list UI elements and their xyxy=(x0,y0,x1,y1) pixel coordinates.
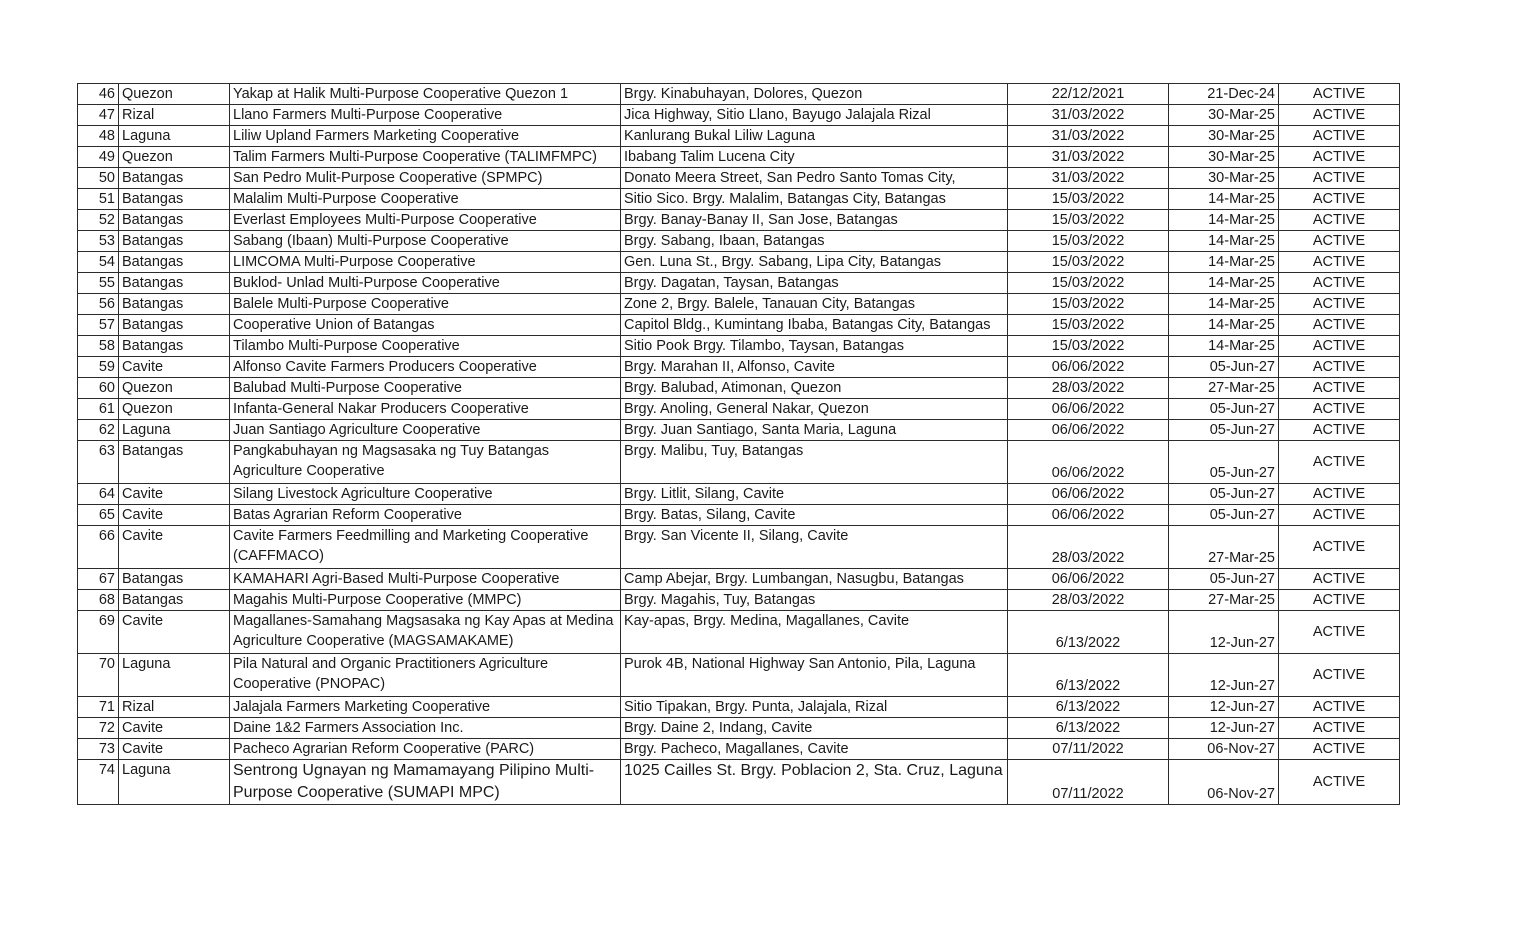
date-issued-cell: 6/13/2022 xyxy=(1008,654,1169,697)
address-cell: 1025 Cailles St. Brgy. Poblacion 2, Sta. Cruz, Laguna xyxy=(621,760,1008,805)
date-issued-cell: 06/06/2022 xyxy=(1008,505,1169,526)
date-issued-cell: 07/11/2022 xyxy=(1008,739,1169,760)
cooperative-name-cell: Balele Multi-Purpose Cooperative xyxy=(230,294,621,315)
table-row xyxy=(78,189,1400,210)
province-cell: Laguna xyxy=(119,654,230,697)
row-number-cell: 53 xyxy=(78,231,119,252)
province-cell: Cavite xyxy=(119,739,230,760)
province-cell: Batangas xyxy=(119,210,230,231)
cooperative-registry-table xyxy=(77,83,1400,805)
province-cell: Batangas xyxy=(119,189,230,210)
table-row xyxy=(78,654,1400,697)
date-issued-cell: 28/03/2022 xyxy=(1008,526,1169,569)
status-cell: ACTIVE xyxy=(1279,399,1400,420)
table-row xyxy=(78,336,1400,357)
address-cell: Brgy. Sabang, Ibaan, Batangas xyxy=(621,231,1008,252)
address-cell: Kay-apas, Brgy. Medina, Magallanes, Cavite xyxy=(621,611,1008,654)
row-number-cell: 55 xyxy=(78,273,119,294)
cooperative-name-cell: Malalim Multi-Purpose Cooperative xyxy=(230,189,621,210)
row-number-cell: 52 xyxy=(78,210,119,231)
address-cell: Capitol Bldg., Kumintang Ibaba, Batangas City, Batangas xyxy=(621,315,1008,336)
date-issued-cell: 31/03/2022 xyxy=(1008,105,1169,126)
date-issued-cell: 06/06/2022 xyxy=(1008,420,1169,441)
date-issued-cell: 28/03/2022 xyxy=(1008,590,1169,611)
valid-until-cell: 12-Jun-27 xyxy=(1169,697,1279,718)
cooperative-name-cell: Magahis Multi-Purpose Cooperative (MMPC) xyxy=(230,590,621,611)
table-row xyxy=(78,441,1400,484)
valid-until-cell: 14-Mar-25 xyxy=(1169,231,1279,252)
date-issued-cell: 15/03/2022 xyxy=(1008,189,1169,210)
valid-until-cell: 12-Jun-27 xyxy=(1169,718,1279,739)
row-number-cell: 46 xyxy=(78,84,119,105)
table-row xyxy=(78,611,1400,654)
province-cell: Batangas xyxy=(119,590,230,611)
address-cell: Zone 2, Brgy. Balele, Tanauan City, Batangas xyxy=(621,294,1008,315)
status-cell: ACTIVE xyxy=(1279,315,1400,336)
valid-until-cell: 06-Nov-27 xyxy=(1169,760,1279,805)
status-cell: ACTIVE xyxy=(1279,252,1400,273)
valid-until-cell: 30-Mar-25 xyxy=(1169,168,1279,189)
province-cell: Rizal xyxy=(119,105,230,126)
table-row xyxy=(78,378,1400,399)
row-number-cell: 66 xyxy=(78,526,119,569)
row-number-cell: 59 xyxy=(78,357,119,378)
cooperative-name-cell: Everlast Employees Multi-Purpose Cooperative xyxy=(230,210,621,231)
cooperative-name-cell: Balubad Multi-Purpose Cooperative xyxy=(230,378,621,399)
date-issued-cell: 6/13/2022 xyxy=(1008,718,1169,739)
address-cell: Brgy. Daine 2, Indang, Cavite xyxy=(621,718,1008,739)
status-cell: ACTIVE xyxy=(1279,654,1400,697)
valid-until-cell: 05-Jun-27 xyxy=(1169,399,1279,420)
cooperative-name-cell: KAMAHARI Agri-Based Multi-Purpose Cooperative xyxy=(230,569,621,590)
cooperative-name-cell: Batas Agrarian Reform Cooperative xyxy=(230,505,621,526)
status-cell: ACTIVE xyxy=(1279,697,1400,718)
row-number-cell: 51 xyxy=(78,189,119,210)
address-cell: Brgy. Marahan II, Alfonso, Cavite xyxy=(621,357,1008,378)
cooperative-name-cell: Cooperative Union of Batangas xyxy=(230,315,621,336)
status-cell: ACTIVE xyxy=(1279,147,1400,168)
date-issued-cell: 15/03/2022 xyxy=(1008,294,1169,315)
row-number-cell: 50 xyxy=(78,168,119,189)
table-row xyxy=(78,399,1400,420)
date-issued-cell: 15/03/2022 xyxy=(1008,210,1169,231)
row-number-cell: 60 xyxy=(78,378,119,399)
address-cell: Brgy. Magahis, Tuy, Batangas xyxy=(621,590,1008,611)
row-number-cell: 71 xyxy=(78,697,119,718)
status-cell: ACTIVE xyxy=(1279,569,1400,590)
address-cell: Brgy. Batas, Silang, Cavite xyxy=(621,505,1008,526)
table-row xyxy=(78,590,1400,611)
date-issued-cell: 31/03/2022 xyxy=(1008,168,1169,189)
table-row xyxy=(78,526,1400,569)
row-number-cell: 70 xyxy=(78,654,119,697)
table-row xyxy=(78,231,1400,252)
valid-until-cell: 14-Mar-25 xyxy=(1169,294,1279,315)
province-cell: Batangas xyxy=(119,441,230,484)
row-number-cell: 56 xyxy=(78,294,119,315)
cooperative-name-cell: Cavite Farmers Feedmilling and Marketing Cooperative (CAFFMACO) xyxy=(230,526,621,569)
row-number-cell: 67 xyxy=(78,569,119,590)
province-cell: Cavite xyxy=(119,611,230,654)
status-cell: ACTIVE xyxy=(1279,336,1400,357)
address-cell: Brgy. Banay-Banay II, San Jose, Batangas xyxy=(621,210,1008,231)
table-row xyxy=(78,697,1400,718)
date-issued-cell: 06/06/2022 xyxy=(1008,357,1169,378)
cooperative-name-cell: Sabang (Ibaan) Multi-Purpose Cooperative xyxy=(230,231,621,252)
row-number-cell: 58 xyxy=(78,336,119,357)
table-row xyxy=(78,760,1400,805)
valid-until-cell: 05-Jun-27 xyxy=(1169,484,1279,505)
status-cell: ACTIVE xyxy=(1279,126,1400,147)
cooperative-name-cell: Jalajala Farmers Marketing Cooperative xyxy=(230,697,621,718)
province-cell: Laguna xyxy=(119,126,230,147)
table-row xyxy=(78,84,1400,105)
row-number-cell: 47 xyxy=(78,105,119,126)
table-row xyxy=(78,420,1400,441)
address-cell: Sitio Pook Brgy. Tilambo, Taysan, Batangas xyxy=(621,336,1008,357)
province-cell: Cavite xyxy=(119,718,230,739)
valid-until-cell: 30-Mar-25 xyxy=(1169,126,1279,147)
address-cell: Brgy. Balubad, Atimonan, Quezon xyxy=(621,378,1008,399)
address-cell: Kanlurang Bukal Liliw Laguna xyxy=(621,126,1008,147)
row-number-cell: 62 xyxy=(78,420,119,441)
valid-until-cell: 06-Nov-27 xyxy=(1169,739,1279,760)
row-number-cell: 49 xyxy=(78,147,119,168)
province-cell: Rizal xyxy=(119,697,230,718)
cooperative-name-cell: Magallanes-Samahang Magsasaka ng Kay Apas at Medina Agriculture Cooperative (MAGSAMAKAME) xyxy=(230,611,621,654)
province-cell: Cavite xyxy=(119,505,230,526)
cooperative-name-cell: Daine 1&2 Farmers Association Inc. xyxy=(230,718,621,739)
valid-until-cell: 14-Mar-25 xyxy=(1169,210,1279,231)
address-cell: Jica Highway, Sitio Llano, Bayugo Jalajala Rizal xyxy=(621,105,1008,126)
row-number-cell: 65 xyxy=(78,505,119,526)
cooperative-name-cell: Pangkabuhayan ng Magsasaka ng Tuy Batangas Agriculture Cooperative xyxy=(230,441,621,484)
date-issued-cell: 6/13/2022 xyxy=(1008,611,1169,654)
row-number-cell: 63 xyxy=(78,441,119,484)
address-cell: Donato Meera Street, San Pedro Santo Tomas City, xyxy=(621,168,1008,189)
valid-until-cell: 14-Mar-25 xyxy=(1169,336,1279,357)
cooperative-name-cell: Sentrong Ugnayan ng Mamamayang Pilipino Multi-Purpose Cooperative (SUMAPI MPC) xyxy=(230,760,621,805)
row-number-cell: 54 xyxy=(78,252,119,273)
date-issued-cell: 06/06/2022 xyxy=(1008,484,1169,505)
cooperative-name-cell: Tilambo Multi-Purpose Cooperative xyxy=(230,336,621,357)
valid-until-cell: 05-Jun-27 xyxy=(1169,569,1279,590)
row-number-cell: 72 xyxy=(78,718,119,739)
row-number-cell: 57 xyxy=(78,315,119,336)
province-cell: Quezon xyxy=(119,399,230,420)
province-cell: Batangas xyxy=(119,569,230,590)
cooperative-name-cell: Yakap at Halik Multi-Purpose Cooperative Quezon 1 xyxy=(230,84,621,105)
address-cell: Brgy. Litlit, Silang, Cavite xyxy=(621,484,1008,505)
valid-until-cell: 27-Mar-25 xyxy=(1169,378,1279,399)
status-cell: ACTIVE xyxy=(1279,273,1400,294)
cooperative-name-cell: Talim Farmers Multi-Purpose Cooperative (TALIMFMPC) xyxy=(230,147,621,168)
province-cell: Quezon xyxy=(119,147,230,168)
cooperative-name-cell: Buklod- Unlad Multi-Purpose Cooperative xyxy=(230,273,621,294)
date-issued-cell: 15/03/2022 xyxy=(1008,252,1169,273)
registry-body xyxy=(78,84,1400,805)
status-cell: ACTIVE xyxy=(1279,378,1400,399)
valid-until-cell: 05-Jun-27 xyxy=(1169,420,1279,441)
date-issued-cell: 15/03/2022 xyxy=(1008,315,1169,336)
row-number-cell: 61 xyxy=(78,399,119,420)
date-issued-cell: 15/03/2022 xyxy=(1008,336,1169,357)
status-cell: ACTIVE xyxy=(1279,84,1400,105)
status-cell: ACTIVE xyxy=(1279,611,1400,654)
row-number-cell: 64 xyxy=(78,484,119,505)
address-cell: Brgy. Pacheco, Magallanes, Cavite xyxy=(621,739,1008,760)
status-cell: ACTIVE xyxy=(1279,718,1400,739)
address-cell: Brgy. Malibu, Tuy, Batangas xyxy=(621,441,1008,484)
address-cell: Brgy. Anoling, General Nakar, Quezon xyxy=(621,399,1008,420)
date-issued-cell: 22/12/2021 xyxy=(1008,84,1169,105)
date-issued-cell: 06/06/2022 xyxy=(1008,441,1169,484)
province-cell: Cavite xyxy=(119,357,230,378)
table-row xyxy=(78,569,1400,590)
address-cell: Brgy. Kinabuhayan, Dolores, Quezon xyxy=(621,84,1008,105)
row-number-cell: 74 xyxy=(78,760,119,805)
table-row xyxy=(78,718,1400,739)
valid-until-cell: 30-Mar-25 xyxy=(1169,147,1279,168)
province-cell: Quezon xyxy=(119,378,230,399)
status-cell: ACTIVE xyxy=(1279,441,1400,484)
address-cell: Brgy. San Vicente II, Silang, Cavite xyxy=(621,526,1008,569)
cooperative-name-cell: Infanta-General Nakar Producers Cooperative xyxy=(230,399,621,420)
date-issued-cell: 31/03/2022 xyxy=(1008,126,1169,147)
status-cell: ACTIVE xyxy=(1279,189,1400,210)
status-cell: ACTIVE xyxy=(1279,357,1400,378)
date-issued-cell: 28/03/2022 xyxy=(1008,378,1169,399)
province-cell: Cavite xyxy=(119,526,230,569)
table-row xyxy=(78,273,1400,294)
row-number-cell: 73 xyxy=(78,739,119,760)
table-row xyxy=(78,168,1400,189)
province-cell: Batangas xyxy=(119,273,230,294)
cooperative-name-cell: Llano Farmers Multi-Purpose Cooperative xyxy=(230,105,621,126)
address-cell: Camp Abejar, Brgy. Lumbangan, Nasugbu, Batangas xyxy=(621,569,1008,590)
province-cell: Batangas xyxy=(119,168,230,189)
status-cell: ACTIVE xyxy=(1279,231,1400,252)
province-cell: Batangas xyxy=(119,336,230,357)
table-row xyxy=(78,739,1400,760)
province-cell: Laguna xyxy=(119,760,230,805)
status-cell: ACTIVE xyxy=(1279,105,1400,126)
province-cell: Quezon xyxy=(119,84,230,105)
valid-until-cell: 12-Jun-27 xyxy=(1169,654,1279,697)
cooperative-name-cell: Silang Livestock Agriculture Cooperative xyxy=(230,484,621,505)
valid-until-cell: 27-Mar-25 xyxy=(1169,590,1279,611)
province-cell: Batangas xyxy=(119,294,230,315)
status-cell: ACTIVE xyxy=(1279,739,1400,760)
table-row xyxy=(78,147,1400,168)
cooperative-name-cell: Pacheco Agrarian Reform Cooperative (PARC) xyxy=(230,739,621,760)
date-issued-cell: 31/03/2022 xyxy=(1008,147,1169,168)
cooperative-name-cell: Pila Natural and Organic Practitioners Agriculture Cooperative (PNOPAC) xyxy=(230,654,621,697)
table-row xyxy=(78,294,1400,315)
address-cell: Purok 4B, National Highway San Antonio, Pila, Laguna xyxy=(621,654,1008,697)
valid-until-cell: 14-Mar-25 xyxy=(1169,273,1279,294)
status-cell: ACTIVE xyxy=(1279,294,1400,315)
cooperative-name-cell: San Pedro Mulit-Purpose Cooperative (SPMPC) xyxy=(230,168,621,189)
valid-until-cell: 14-Mar-25 xyxy=(1169,189,1279,210)
table-row xyxy=(78,505,1400,526)
date-issued-cell: 15/03/2022 xyxy=(1008,273,1169,294)
status-cell: ACTIVE xyxy=(1279,760,1400,805)
province-cell: Batangas xyxy=(119,252,230,273)
valid-until-cell: 14-Mar-25 xyxy=(1169,315,1279,336)
date-issued-cell: 07/11/2022 xyxy=(1008,760,1169,805)
address-cell: Sitio Sico. Brgy. Malalim, Batangas City, Batangas xyxy=(621,189,1008,210)
date-issued-cell: 06/06/2022 xyxy=(1008,399,1169,420)
table-row xyxy=(78,210,1400,231)
valid-until-cell: 27-Mar-25 xyxy=(1169,526,1279,569)
table-row xyxy=(78,105,1400,126)
address-cell: Brgy. Dagatan, Taysan, Batangas xyxy=(621,273,1008,294)
cooperative-name-cell: Juan Santiago Agriculture Cooperative xyxy=(230,420,621,441)
cooperative-name-cell: Alfonso Cavite Farmers Producers Cooperative xyxy=(230,357,621,378)
status-cell: ACTIVE xyxy=(1279,484,1400,505)
valid-until-cell: 05-Jun-27 xyxy=(1169,441,1279,484)
row-number-cell: 48 xyxy=(78,126,119,147)
date-issued-cell: 06/06/2022 xyxy=(1008,569,1169,590)
valid-until-cell: 21-Dec-24 xyxy=(1169,84,1279,105)
valid-until-cell: 05-Jun-27 xyxy=(1169,357,1279,378)
status-cell: ACTIVE xyxy=(1279,590,1400,611)
valid-until-cell: 12-Jun-27 xyxy=(1169,611,1279,654)
table-row xyxy=(78,357,1400,378)
address-cell: Gen. Luna St., Brgy. Sabang, Lipa City, Batangas xyxy=(621,252,1008,273)
address-cell: Ibabang Talim Lucena City xyxy=(621,147,1008,168)
date-issued-cell: 15/03/2022 xyxy=(1008,231,1169,252)
province-cell: Cavite xyxy=(119,484,230,505)
table-row xyxy=(78,252,1400,273)
row-number-cell: 69 xyxy=(78,611,119,654)
province-cell: Laguna xyxy=(119,420,230,441)
valid-until-cell: 14-Mar-25 xyxy=(1169,252,1279,273)
table-row xyxy=(78,315,1400,336)
province-cell: Batangas xyxy=(119,231,230,252)
status-cell: ACTIVE xyxy=(1279,210,1400,231)
cooperative-name-cell: LIMCOMA Multi-Purpose Cooperative xyxy=(230,252,621,273)
table-row xyxy=(78,126,1400,147)
cooperative-name-cell: Liliw Upland Farmers Marketing Cooperative xyxy=(230,126,621,147)
address-cell: Sitio Tipakan, Brgy. Punta, Jalajala, Rizal xyxy=(621,697,1008,718)
table-row xyxy=(78,484,1400,505)
valid-until-cell: 05-Jun-27 xyxy=(1169,505,1279,526)
date-issued-cell: 6/13/2022 xyxy=(1008,697,1169,718)
status-cell: ACTIVE xyxy=(1279,168,1400,189)
province-cell: Batangas xyxy=(119,315,230,336)
address-cell: Brgy. Juan Santiago, Santa Maria, Laguna xyxy=(621,420,1008,441)
status-cell: ACTIVE xyxy=(1279,526,1400,569)
status-cell: ACTIVE xyxy=(1279,505,1400,526)
valid-until-cell: 30-Mar-25 xyxy=(1169,105,1279,126)
status-cell: ACTIVE xyxy=(1279,420,1400,441)
row-number-cell: 68 xyxy=(78,590,119,611)
